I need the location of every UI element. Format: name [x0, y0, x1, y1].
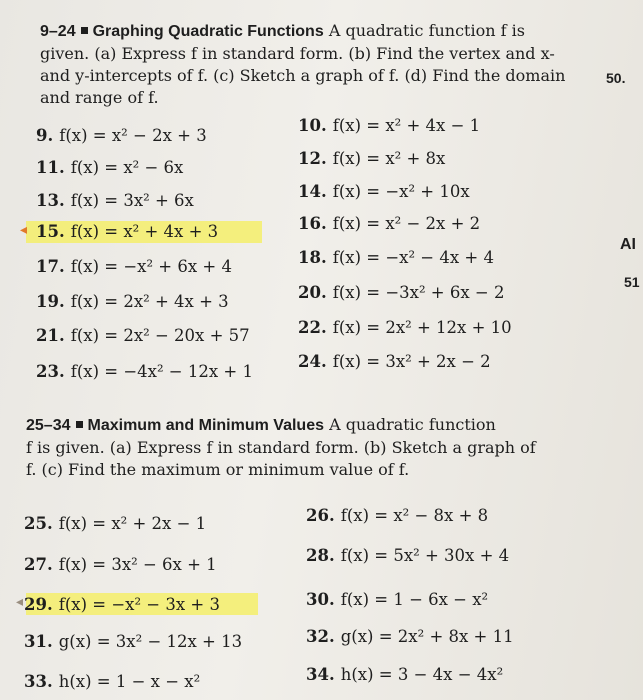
- problem-item: 31. g(x) = 3x² − 12x + 13: [24, 632, 243, 651]
- problem-item: 19. f(x) = 2x² + 4x + 3: [36, 292, 229, 311]
- bullet-square-icon: [81, 27, 88, 34]
- section-intro-line: and range of f.: [40, 88, 159, 107]
- problem-item: 26. f(x) = x² − 8x + 8: [306, 506, 489, 525]
- section-intro-line: f. (c) Find the maximum or minimum value of f.: [26, 460, 410, 479]
- problem-item-highlighted: 29. f(x) = −x² − 3x + 3: [24, 595, 220, 614]
- problem-item: 25. f(x) = x² + 2x − 1: [24, 514, 207, 533]
- problem-item: 21. f(x) = 2x² − 20x + 57: [36, 326, 250, 345]
- section-intro-line: A quadratic function: [329, 415, 496, 434]
- problem-item: 12. f(x) = x² + 8x: [298, 149, 446, 168]
- problem-item: 16. f(x) = x² − 2x + 2: [298, 214, 481, 233]
- section-title: Maximum and Minimum Values: [87, 417, 324, 434]
- bullet-square-icon: [76, 421, 83, 428]
- problem-item: 23. f(x) = −4x² − 12x + 1: [36, 362, 253, 381]
- margin-page-number: 50.: [606, 70, 626, 86]
- problem-item: 14. f(x) = −x² + 10x: [298, 182, 470, 201]
- margin-label: AI: [620, 236, 636, 253]
- problem-item: 27. f(x) = 3x² − 6x + 1: [24, 555, 217, 574]
- problem-item: 32. g(x) = 2x² + 8x + 11: [306, 627, 514, 646]
- problem-item: 22. f(x) = 2x² + 12x + 10: [298, 318, 512, 337]
- problem-item: 33. h(x) = 1 − x − x²: [24, 672, 201, 691]
- section-intro-line: and y-intercepts of f. (c) Sketch a graph of f. (d) Find the domain: [40, 66, 566, 85]
- section-title: Graphing Quadratic Functions: [92, 23, 324, 40]
- section-header-graphing: [40, 20, 580, 109]
- problem-item: 9. f(x) = x² − 2x + 3: [36, 126, 207, 145]
- problem-item: 34. h(x) = 3 − 4x − 4x²: [306, 665, 504, 684]
- margin-label: 51: [624, 274, 640, 290]
- problem-item: 17. f(x) = −x² + 6x + 4: [36, 257, 232, 276]
- problem-item: 10. f(x) = x² + 4x − 1: [298, 116, 481, 135]
- problem-item: 18. f(x) = −x² − 4x + 4: [298, 248, 494, 267]
- problem-item: 13. f(x) = 3x² + 6x: [36, 191, 194, 210]
- section-range: 25–34: [26, 417, 71, 434]
- section-header-maxmin: [26, 414, 586, 481]
- section-intro-line: A quadratic function f is: [328, 21, 525, 40]
- problem-item: 30. f(x) = 1 − 6x − x²: [306, 590, 489, 609]
- section-intro-line: f is given. (a) Express f in standard form. (b) Sketch a graph of: [26, 438, 536, 457]
- section-range: 9–24: [40, 23, 76, 40]
- pencil-mark-icon: ◂: [16, 594, 24, 610]
- pencil-mark-icon: ◂: [20, 222, 28, 238]
- problem-item: 20. f(x) = −3x² + 6x − 2: [298, 283, 505, 302]
- problem-item-highlighted: 15. f(x) = x² + 4x + 3: [36, 222, 219, 241]
- section-intro-line: given. (a) Express f in standard form. (b) Find the vertex and x-: [40, 44, 555, 63]
- problem-item: 28. f(x) = 5x² + 30x + 4: [306, 546, 510, 565]
- problem-item: 24. f(x) = 3x² + 2x − 2: [298, 352, 491, 371]
- problem-item: 11. f(x) = x² − 6x: [36, 158, 184, 177]
